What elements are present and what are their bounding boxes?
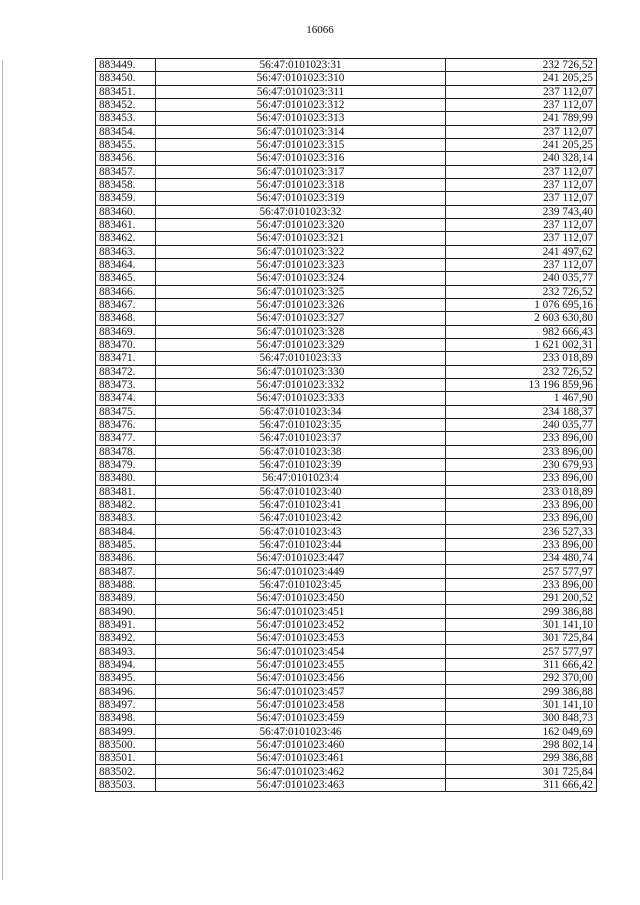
cadastral-number-cell: 56:47:0101023:455 [156,658,446,671]
row-number-cell: 883503. [96,778,156,791]
row-number-cell: 883496. [96,685,156,698]
row-number-cell: 883449. [96,59,156,72]
cadastral-number-cell: 56:47:0101023:457 [156,685,446,698]
cadastral-number-cell: 56:47:0101023:332 [156,378,446,391]
cadastral-number-cell: 56:47:0101023:326 [156,298,446,311]
cadastral-value-cell: 233 896,00 [446,498,597,511]
cadastral-value-cell: 233 896,00 [446,578,597,591]
row-number-cell: 883485. [96,538,156,551]
table-row [96,512,597,525]
cadastral-number-cell: 56:47:0101023:329 [156,338,446,351]
table-row [96,432,597,445]
row-number-cell: 883490. [96,605,156,618]
row-number-cell: 883474. [96,392,156,405]
table-row [96,245,597,258]
row-number-cell: 883464. [96,258,156,271]
table-row [96,445,597,458]
row-number-cell: 883468. [96,312,156,325]
cadastral-value-cell: 301 725,84 [446,765,597,778]
table-row [96,218,597,231]
cadastral-number-cell: 56:47:0101023:450 [156,592,446,605]
cadastral-value-cell: 299 386,88 [446,605,597,618]
table-row [96,738,597,751]
row-number-cell: 883479. [96,458,156,471]
cadastral-number-cell: 56:47:0101023:333 [156,392,446,405]
table-row [96,365,597,378]
cadastral-value-cell: 240 035,77 [446,272,597,285]
cadastral-value-cell: 237 112,07 [446,232,597,245]
row-number-cell: 883451. [96,85,156,98]
cadastral-value-cell: 237 112,07 [446,125,597,138]
table-row [96,565,597,578]
table-row [96,112,597,125]
cadastral-value-cell: 13 196 859,96 [446,378,597,391]
cadastral-value-cell: 241 205,25 [446,72,597,85]
cadastral-value-cell: 234 480,74 [446,552,597,565]
cadastral-value-cell: 311 666,42 [446,658,597,671]
cadastral-value-cell: 298 802,14 [446,738,597,751]
table-row [96,392,597,405]
cadastral-number-cell: 56:47:0101023:321 [156,232,446,245]
cadastral-number-cell: 56:47:0101023:315 [156,138,446,151]
table-row [96,418,597,431]
cadastral-value-cell: 233 896,00 [446,445,597,458]
cadastral-value-cell: 292 370,00 [446,672,597,685]
row-number-cell: 883488. [96,578,156,591]
table-row [96,498,597,511]
row-number-cell: 883483. [96,512,156,525]
cadastral-value-cell: 233 896,00 [446,538,597,551]
table-row [96,658,597,671]
cadastral-number-cell: 56:47:0101023:325 [156,285,446,298]
cadastral-number-cell: 56:47:0101023:310 [156,72,446,85]
table-row [96,405,597,418]
cadastral-number-cell: 56:47:0101023:327 [156,312,446,325]
cadastral-value-cell: 2 603 630,80 [446,312,597,325]
cadastral-number-cell: 56:47:0101023:44 [156,538,446,551]
table-row [96,538,597,551]
row-number-cell: 883450. [96,72,156,85]
cadastral-number-cell: 56:47:0101023:38 [156,445,446,458]
table-row [96,778,597,791]
cadastral-value-cell: 233 018,89 [446,485,597,498]
table-row [96,178,597,191]
cadastral-value-cell: 232 726,52 [446,59,597,72]
table-row [96,59,597,72]
table-row [96,152,597,165]
table-row [96,645,597,658]
cadastral-number-cell: 56:47:0101023:461 [156,752,446,765]
row-number-cell: 883478. [96,445,156,458]
cadastral-value-cell: 232 726,52 [446,285,597,298]
cadastral-value-cell: 241 205,25 [446,138,597,151]
table-row [96,378,597,391]
cadastral-value-cell: 299 386,88 [446,685,597,698]
row-number-cell: 883497. [96,698,156,711]
cadastral-number-cell: 56:47:0101023:41 [156,498,446,511]
cadastral-number-cell: 56:47:0101023:447 [156,552,446,565]
row-number-cell: 883491. [96,618,156,631]
cadastral-value-cell: 233 018,89 [446,352,597,365]
row-number-cell: 883482. [96,498,156,511]
table-row [96,592,597,605]
cadastral-value-cell: 240 035,77 [446,418,597,431]
cadastral-number-cell: 56:47:0101023:318 [156,178,446,191]
table-row [96,578,597,591]
cadastral-number-cell: 56:47:0101023:311 [156,85,446,98]
table-row [96,232,597,245]
row-number-cell: 883487. [96,565,156,578]
row-number-cell: 883502. [96,765,156,778]
row-number-cell: 883498. [96,712,156,725]
row-number-cell: 883475. [96,405,156,418]
row-number-cell: 883453. [96,112,156,125]
cadastral-number-cell: 56:47:0101023:33 [156,352,446,365]
table-row [96,125,597,138]
cadastral-value-cell: 1 076 695,16 [446,298,597,311]
table-row [96,712,597,725]
cadastral-number-cell: 56:47:0101023:34 [156,405,446,418]
row-number-cell: 883459. [96,192,156,205]
cadastral-number-cell: 56:47:0101023:451 [156,605,446,618]
cadastral-number-cell: 56:47:0101023:37 [156,432,446,445]
table-row [96,298,597,311]
cadastral-value-cell: 162 049,69 [446,725,597,738]
cadastral-number-cell: 56:47:0101023:462 [156,765,446,778]
cadastral-number-cell: 56:47:0101023:458 [156,698,446,711]
table-row [96,725,597,738]
table-row [96,352,597,365]
cadastral-number-cell: 56:47:0101023:323 [156,258,446,271]
cadastral-value-cell: 237 112,07 [446,258,597,271]
table-row [96,312,597,325]
table-row [96,672,597,685]
cadastral-value-cell: 237 112,07 [446,165,597,178]
cadastral-value-cell: 237 112,07 [446,98,597,111]
row-number-cell: 883463. [96,245,156,258]
cadastral-value-cell: 237 112,07 [446,218,597,231]
cadastral-number-cell: 56:47:0101023:319 [156,192,446,205]
row-number-cell: 883477. [96,432,156,445]
row-number-cell: 883457. [96,165,156,178]
row-number-cell: 883492. [96,632,156,645]
table-row [96,192,597,205]
row-number-cell: 883456. [96,152,156,165]
table-row [96,605,597,618]
row-number-cell: 883481. [96,485,156,498]
cadastral-value-cell: 237 112,07 [446,85,597,98]
cadastral-value-cell: 311 666,42 [446,778,597,791]
cadastral-number-cell: 56:47:0101023:317 [156,165,446,178]
cadastral-number-cell: 56:47:0101023:42 [156,512,446,525]
cadastral-number-cell: 56:47:0101023:4 [156,472,446,485]
row-number-cell: 883495. [96,672,156,685]
page-edge-line [2,60,3,880]
row-number-cell: 883460. [96,205,156,218]
row-number-cell: 883469. [96,325,156,338]
cadastral-number-cell: 56:47:0101023:35 [156,418,446,431]
table-row [96,458,597,471]
cadastral-value-cell: 982 666,43 [446,325,597,338]
row-number-cell: 883472. [96,365,156,378]
cadastral-number-cell: 56:47:0101023:39 [156,458,446,471]
cadastral-value-cell: 301 141,10 [446,618,597,631]
cadastral-value-cell: 230 679,93 [446,458,597,471]
cadastral-value-cell: 257 577,97 [446,645,597,658]
table-row [96,98,597,111]
table-row [96,698,597,711]
cadastral-value-cell: 240 328,14 [446,152,597,165]
cadastral-number-cell: 56:47:0101023:314 [156,125,446,138]
cadastral-value-cell: 1 467,90 [446,392,597,405]
cadastral-value-cell: 241 789,99 [446,112,597,125]
cadastral-number-cell: 56:47:0101023:452 [156,618,446,631]
cadastral-number-cell: 56:47:0101023:454 [156,645,446,658]
row-number-cell: 883501. [96,752,156,765]
cadastral-number-cell: 56:47:0101023:316 [156,152,446,165]
cadastral-number-cell: 56:47:0101023:312 [156,98,446,111]
row-number-cell: 883476. [96,418,156,431]
cadastral-value-cell: 233 896,00 [446,472,597,485]
table-row [96,272,597,285]
row-number-cell: 883454. [96,125,156,138]
table-row [96,338,597,351]
cadastral-value-cell: 237 112,07 [446,192,597,205]
table-row [96,752,597,765]
table-row [96,618,597,631]
table-row [96,85,597,98]
cadastral-value-cell: 236 527,33 [446,525,597,538]
row-number-cell: 883471. [96,352,156,365]
cadastral-number-cell: 56:47:0101023:31 [156,59,446,72]
cadastral-value-cell: 241 497,62 [446,245,597,258]
row-number-cell: 883484. [96,525,156,538]
row-number-cell: 883458. [96,178,156,191]
row-number-cell: 883499. [96,725,156,738]
table-row [96,552,597,565]
cadastral-number-cell: 56:47:0101023:43 [156,525,446,538]
cadastral-value-cell: 291 200,52 [446,592,597,605]
cadastral-value-cell: 233 896,00 [446,432,597,445]
cadastral-value-cell: 301 141,10 [446,698,597,711]
cadastral-number-cell: 56:47:0101023:322 [156,245,446,258]
row-number-cell: 883486. [96,552,156,565]
cadastral-number-cell: 56:47:0101023:449 [156,565,446,578]
cadastral-value-table [95,58,597,792]
row-number-cell: 883466. [96,285,156,298]
cadastral-number-cell: 56:47:0101023:40 [156,485,446,498]
cadastral-number-cell: 56:47:0101023:45 [156,578,446,591]
cadastral-value-cell: 300 848,73 [446,712,597,725]
cadastral-number-cell: 56:47:0101023:32 [156,205,446,218]
cadastral-value-cell: 234 188,37 [446,405,597,418]
row-number-cell: 883500. [96,738,156,751]
table-row [96,205,597,218]
row-number-cell: 883467. [96,298,156,311]
cadastral-value-cell: 233 896,00 [446,512,597,525]
table-row [96,765,597,778]
cadastral-number-cell: 56:47:0101023:459 [156,712,446,725]
cadastral-number-cell: 56:47:0101023:460 [156,738,446,751]
row-number-cell: 883489. [96,592,156,605]
row-number-cell: 883462. [96,232,156,245]
row-number-cell: 883470. [96,338,156,351]
row-number-cell: 883452. [96,98,156,111]
table-row [96,472,597,485]
cadastral-number-cell: 56:47:0101023:463 [156,778,446,791]
row-number-cell: 883461. [96,218,156,231]
row-number-cell: 883480. [96,472,156,485]
row-number-cell: 883493. [96,645,156,658]
cadastral-value-cell: 301 725,84 [446,632,597,645]
cadastral-value-cell: 237 112,07 [446,178,597,191]
table-row [96,285,597,298]
cadastral-number-cell: 56:47:0101023:328 [156,325,446,338]
table-row [96,325,597,338]
table-row [96,685,597,698]
table-row [96,138,597,151]
cadastral-value-cell: 299 386,88 [446,752,597,765]
table-body [96,59,597,792]
cadastral-value-cell: 239 743,40 [446,205,597,218]
table-row [96,165,597,178]
table-row [96,72,597,85]
table-row [96,632,597,645]
cadastral-number-cell: 56:47:0101023:330 [156,365,446,378]
cadastral-value-cell: 1 621 002,31 [446,338,597,351]
row-number-cell: 883455. [96,138,156,151]
table-row [96,485,597,498]
cadastral-number-cell: 56:47:0101023:320 [156,218,446,231]
cadastral-value-cell: 257 577,97 [446,565,597,578]
cadastral-value-cell: 232 726,52 [446,365,597,378]
row-number-cell: 883494. [96,658,156,671]
cadastral-number-cell: 56:47:0101023:456 [156,672,446,685]
cadastral-number-cell: 56:47:0101023:313 [156,112,446,125]
row-number-cell: 883465. [96,272,156,285]
table-row [96,258,597,271]
table-row [96,525,597,538]
row-number-cell: 883473. [96,378,156,391]
page-number: 16066 [306,24,334,36]
cadastral-number-cell: 56:47:0101023:46 [156,725,446,738]
cadastral-number-cell: 56:47:0101023:453 [156,632,446,645]
cadastral-number-cell: 56:47:0101023:324 [156,272,446,285]
